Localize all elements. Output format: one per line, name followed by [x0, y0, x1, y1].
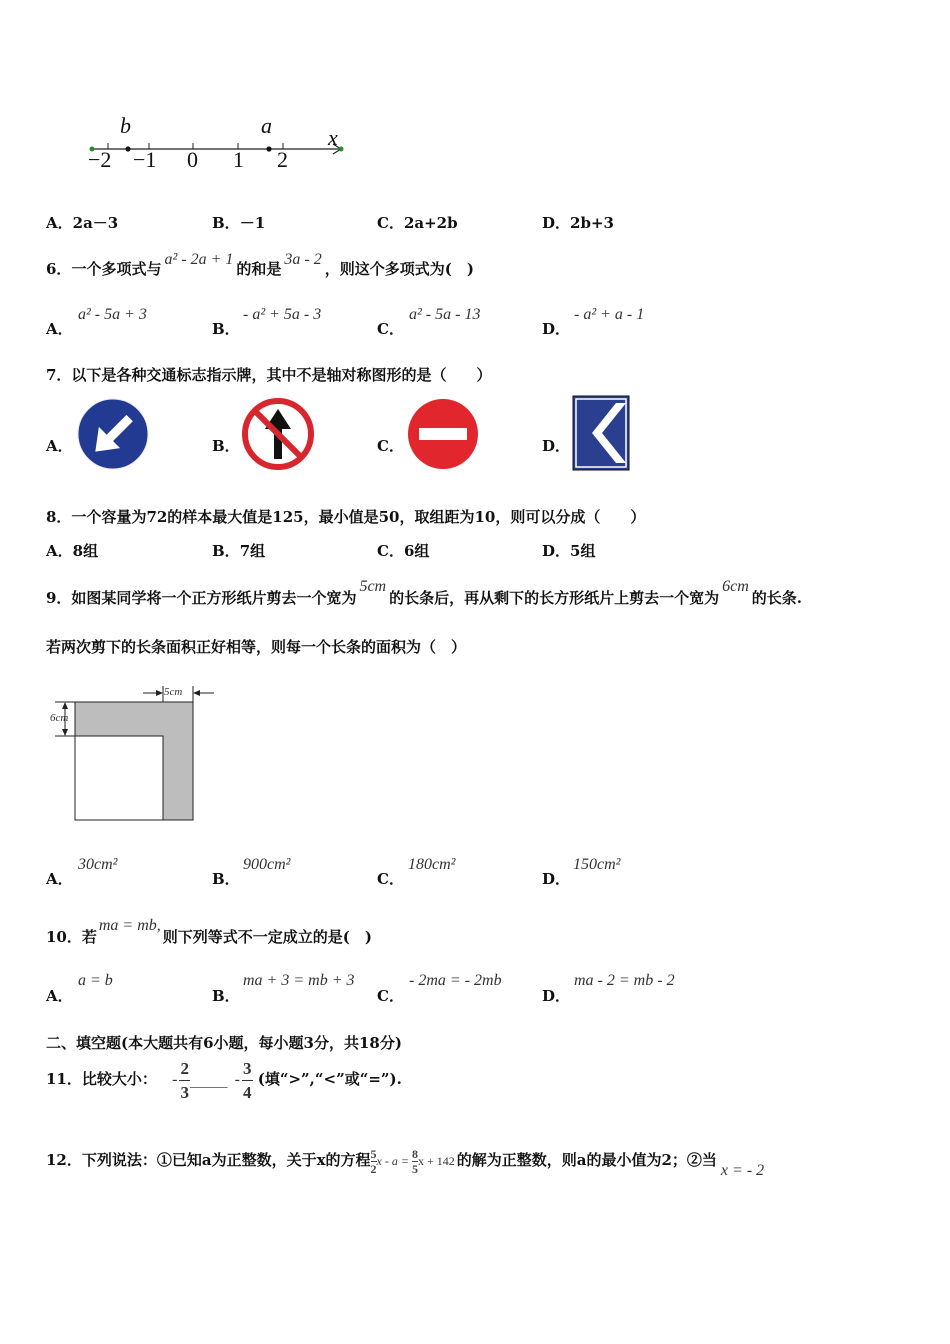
q6-expr2: 3a - 2 — [284, 251, 322, 268]
q6-option-a[interactable]: A． — [46, 320, 73, 338]
q10-option-a-math: a = b — [78, 972, 113, 989]
question-10: 10．若ma = mb,则下列等式不一定成立的是( ) — [46, 917, 372, 946]
question-7: 7．以下是各种交通标志指示牌，其中不是轴对称图形的是（ ） — [46, 366, 492, 384]
q6-option-c-math: a² - 5a - 13 — [409, 306, 481, 323]
tick-label: 1 — [233, 147, 244, 172]
q9-width-2: 6cm — [722, 578, 749, 595]
no-entry-sign-icon — [406, 397, 480, 471]
q10-option-b-math: ma + 3 = mb + 3 — [243, 972, 355, 989]
fig-label-5cm: 5cm — [164, 686, 183, 698]
q10-option-d[interactable]: D． — [542, 987, 571, 1005]
q9-option-c[interactable]: C． — [377, 870, 404, 888]
q9-option-d[interactable]: D． — [542, 870, 571, 888]
fraction-three-quarters: $\frac{3}{4}$ — [243, 1058, 252, 1102]
section-2-title: 二、填空题(本大题共有6小题，每小题3分，共18分) — [46, 1034, 402, 1052]
q10-option-c-math: - 2ma = - 2mb — [409, 972, 502, 989]
comparison-blank[interactable]: _____ — [189, 1070, 228, 1088]
paper-strip-figure — [48, 684, 220, 826]
q10-option-c[interactable]: C． — [377, 987, 404, 1005]
question-8: 8．一个容量为72的样本最大值是125，最小值是50，取组距为10，则可以分成（ ） — [46, 508, 646, 526]
label-x: x — [328, 125, 338, 150]
keep-left-arrow-sign-icon — [76, 397, 150, 471]
q9-option-b-math: 900cm² — [243, 856, 291, 873]
question-9-line-1: 9．如图某同学将一个正方形纸片剪去一个宽为5cm的长条后，再从剩下的长方形纸片上剪去一个宽为6cm的长条. — [46, 578, 803, 607]
q6-option-a-math: a² - 5a + 3 — [78, 306, 147, 323]
fig-label-6cm: 6cm — [50, 712, 69, 724]
q6-option-d-math: - a² + a - 1 — [574, 306, 645, 323]
label-b: b — [120, 113, 131, 138]
q10-condition: ma = mb, — [98, 917, 161, 934]
question-6: 6．一个多项式与a² - 2a + 1的和是3a - 2，则这个多项式为( ) — [46, 251, 474, 278]
q5-option-a[interactable]: A．2a－3 — [46, 214, 119, 232]
q7-option-d[interactable]: D． — [542, 437, 571, 455]
fraction-eight-fifths: $\frac{8}{5}$ — [411, 1146, 418, 1176]
q8-option-a[interactable]: A．8组 — [46, 542, 99, 560]
q8-option-b[interactable]: B．7组 — [212, 542, 266, 560]
q6-option-b[interactable]: B． — [212, 320, 240, 338]
q6-option-c[interactable]: C． — [377, 320, 404, 338]
q9-width-1: 5cm — [359, 578, 387, 595]
q7-option-c[interactable]: C． — [377, 437, 404, 455]
question-11: 11．比较大小： - $\frac{2}{3}$ _____ - $\frac{3}{4}$ (填“>”,“<”或“=”). — [46, 1058, 402, 1102]
q10-option-a[interactable]: A． — [46, 987, 73, 1005]
question-12: 12．下列说法：①已知a为正整数，关于x的方程 $\frac{5}{2}$ x - a = $\frac{8}{5}$ x + 142 的解为正整数，则a的最小值为2；②当x = - 2 — [46, 1146, 765, 1179]
chevron-left-sign-icon — [572, 395, 630, 471]
q9-option-a-math: 30cm² — [78, 856, 118, 873]
q9-option-a[interactable]: A． — [46, 870, 73, 888]
point-a — [266, 146, 271, 151]
fraction-two-thirds: $\frac{2}{3}$ — [180, 1058, 189, 1102]
tick-label: 2 — [277, 147, 288, 172]
q7-option-a[interactable]: A． — [46, 437, 73, 455]
q10-option-b[interactable]: B． — [212, 987, 240, 1005]
q9-option-d-math: 150cm² — [573, 856, 621, 873]
q6-expr1: a² - 2a + 1 — [164, 251, 234, 268]
q8-option-d[interactable]: D．5组 — [542, 542, 596, 560]
tick-label: −1 — [133, 147, 157, 172]
q9-option-b[interactable]: B． — [212, 870, 240, 888]
no-straight-sign-icon — [241, 397, 315, 471]
label-a: a — [261, 113, 272, 138]
q12-condition: x = - 2 — [720, 1162, 765, 1179]
fraction-five-halves: $\frac{5}{2}$ — [370, 1146, 377, 1176]
q7-option-b[interactable]: B． — [212, 437, 240, 455]
q10-option-d-math: ma - 2 = mb - 2 — [574, 972, 675, 989]
q6-option-b-math: - a² + 5a - 3 — [243, 306, 322, 323]
point-b — [125, 146, 130, 151]
tick-label: 0 — [187, 147, 198, 172]
q8-option-c[interactable]: C．6组 — [377, 542, 430, 560]
tick-label: −2 — [88, 147, 112, 172]
q6-option-d[interactable]: D． — [542, 320, 571, 338]
q9-option-c-math: 180cm² — [408, 856, 456, 873]
q5-option-b[interactable]: B．－1 — [212, 214, 266, 232]
q5-option-d[interactable]: D．2b+3 — [542, 214, 614, 232]
question-9-line-2: 若两次剪下的长条面积正好相等，则每一个长条的面积为（ ） — [46, 638, 467, 656]
q5-option-c[interactable]: C．2a+2b — [377, 214, 458, 232]
